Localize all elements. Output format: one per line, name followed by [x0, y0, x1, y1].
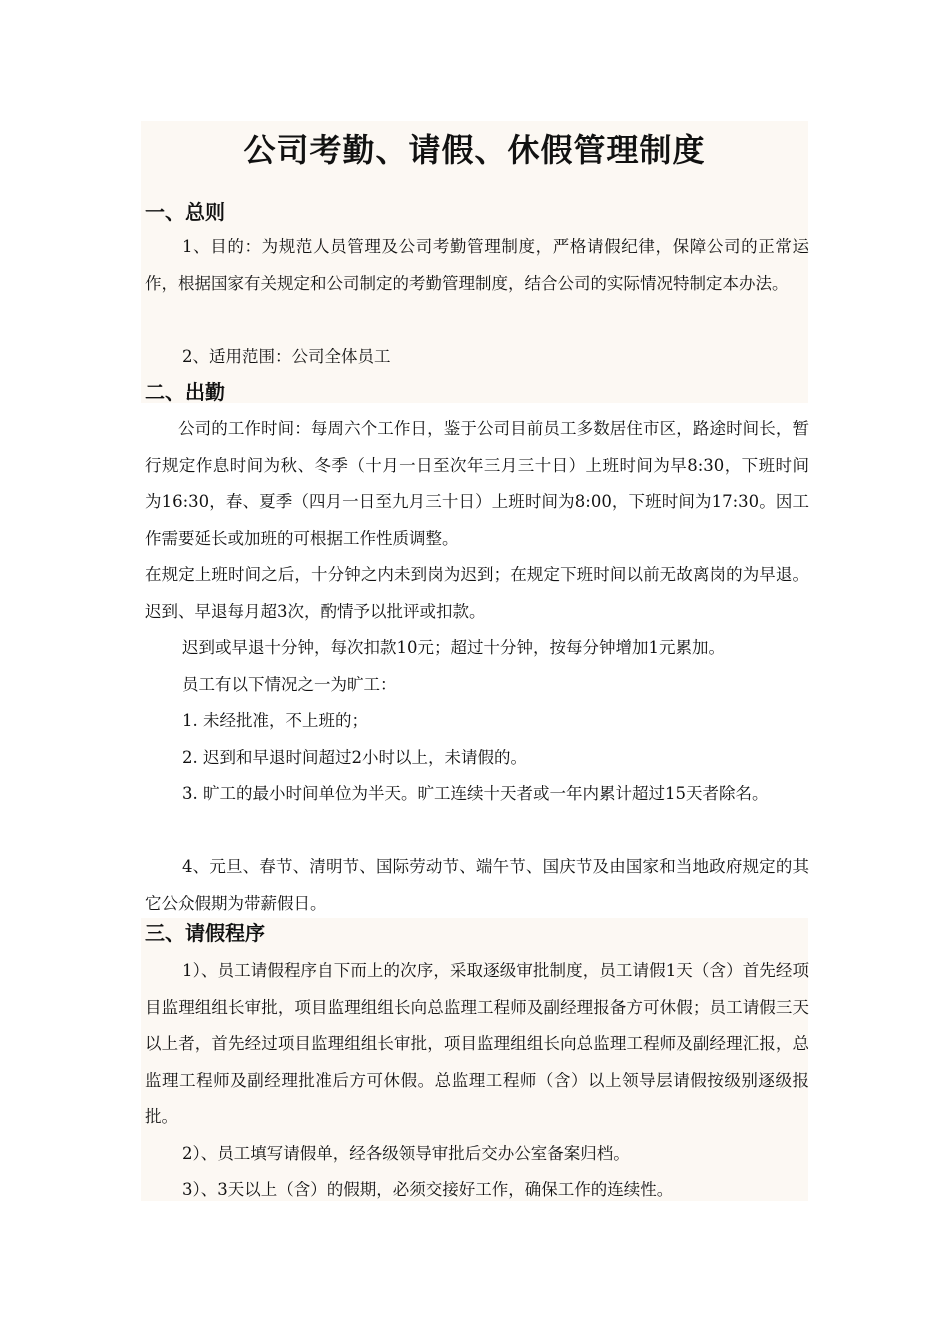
list-item-absence-1: 1. 未经批准，不上班的；: [182, 711, 368, 730]
section-heading-general: 一、总则: [145, 200, 225, 224]
document-title: 公司考勤、请假、休假管理制度: [243, 131, 706, 169]
paragraph-scope: 2、适用范围：公司全体员工: [182, 347, 391, 366]
paragraph-holidays: 4、元旦、春节、清明节、国际劳动节、端午节、国庆节及由国家和当地政府规定的其它公众假期为带薪假日。: [145, 857, 809, 913]
paragraph-purpose: 1、目的：为规范人员管理及公司考勤管理制度，严格请假纪律，保障公司的正常运作，根据国家有关规定和公司制定的考勤管理制度，结合公司的实际情况特制定本办法。: [145, 237, 809, 293]
section-heading-leave: 三、请假程序: [145, 921, 265, 945]
section-heading-attendance: 二、出勤: [145, 380, 225, 404]
paragraph-deduction: 迟到或早退十分钟，每次扣款10元；超过十分钟，按每分钟增加1元累加。: [182, 638, 725, 657]
list-item-absence-2: 2. 迟到和早退时间超过2小时以上，未请假的。: [182, 748, 527, 767]
paragraph-absence-intro: 员工有以下情况之一为旷工：: [182, 675, 397, 694]
paragraph-leave-approval: 1）、员工请假程序自下而上的次序，采取逐级审批制度，员工请假1天（含）首先经项目监理组组长审批，项目监理组组长向总监理工程师及副经理报备方可休假；员工请假三天以上者，首先经过项目监理组组长审批，项目监理组组长向总监理工程师及副经理汇报，总监理工程师及副经理批准后方可休假。总监理工程师（含）以上领导层请假按级别逐级报批。: [145, 961, 809, 1126]
paragraph-handover: 3）、3天以上（含）的假期，必须交接好工作，确保工作的连续性。: [182, 1180, 674, 1199]
paragraph-leave-form: 2）、员工填写请假单，经各级领导审批后交办公室备案归档。: [182, 1144, 630, 1163]
list-item-absence-3: 3. 旷工的最小时间单位为半天。旷工连续十天者或一年内累计超过15天者除名。: [182, 784, 769, 803]
paragraph-working-hours: 公司的工作时间：每周六个工作日，鉴于公司目前员工多数居住市区，路途时间长，暂行规定作息时间为秋、冬季（十月一日至次年三月三十日）上班时间为早8:30，下班时间为16:30，春、夏季（四月一日至九月三十日）上班时间为8:00，下班时间为17:30。因工作需要延长或加班的可根据工作性质调整。: [145, 419, 809, 548]
paragraph-late-early: 在规定上班时间之后，十分钟之内未到岗为迟到；在规定下班时间以前无故离岗的为早退。迟到、早退每月超3次，酌情予以批评或扣款。: [145, 565, 809, 621]
